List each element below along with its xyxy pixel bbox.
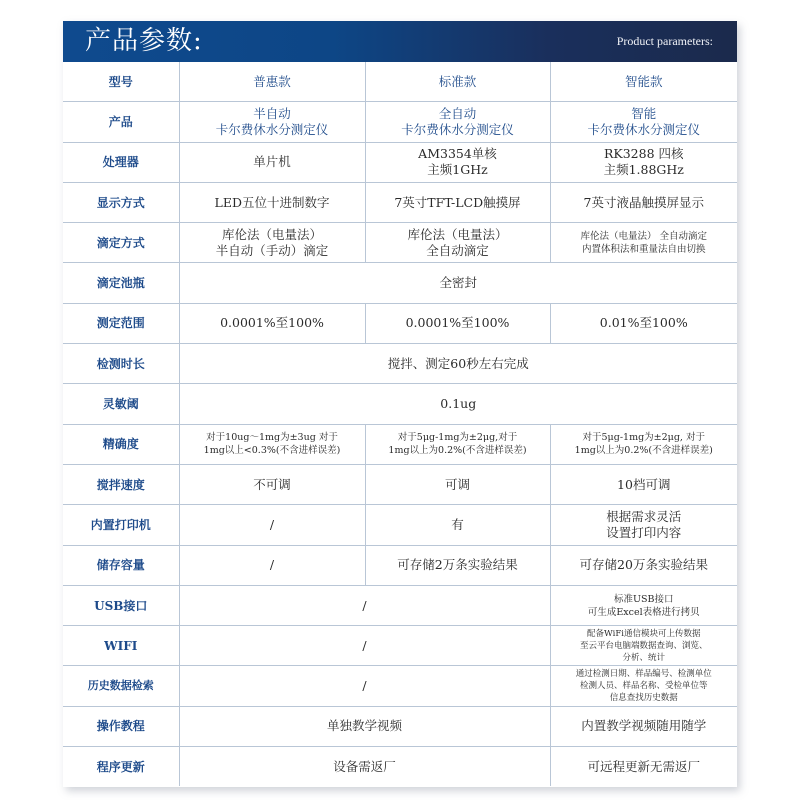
table-header-row xyxy=(63,62,737,102)
table-cell: 有 xyxy=(365,505,550,545)
table-cell: 标准USB接口 可生成Excel表格进行拷贝 xyxy=(550,585,737,625)
table-row xyxy=(63,182,737,222)
table-row xyxy=(63,747,737,787)
table-cell: 半自动 卡尔费休水分测定仪 xyxy=(179,102,365,142)
table-cell: / xyxy=(179,505,365,545)
table-cell: RK3288 四核 主频1.88GHz xyxy=(550,142,737,182)
table-cell: 7英寸液晶触摸屏显示 xyxy=(550,182,737,222)
row-label: 滴定池瓶 xyxy=(63,263,179,303)
page-title: 产品参数: xyxy=(85,26,203,56)
table-cell: 0.01%至100% xyxy=(550,303,737,343)
table-cell: 可存储2万条实验结果 xyxy=(365,545,550,585)
table-cell: 不可调 xyxy=(179,464,365,504)
table-cell-merged: / xyxy=(179,585,550,625)
table-row xyxy=(63,263,737,303)
table-cell: 0.0001%至100% xyxy=(179,303,365,343)
row-label: 灵敏阈 xyxy=(63,384,179,424)
table-cell: 可远程更新无需返厂 xyxy=(550,747,737,787)
table-cell-merged: 设备需返厂 xyxy=(179,747,550,787)
row-label: 操作教程 xyxy=(63,706,179,746)
row-label: 显示方式 xyxy=(63,182,179,222)
row-label: 程序更新 xyxy=(63,747,179,787)
table-cell: 单片机 xyxy=(179,142,365,182)
product-parameters-card xyxy=(63,21,737,787)
table-cell: 对于5μg-1mg为±2μg,对于 1mg以上为0.2%(不含进样误差) xyxy=(365,424,550,464)
row-label-model: 型号 xyxy=(108,74,133,89)
table-cell-merged: / xyxy=(179,626,550,666)
row-label: 搅拌速度 xyxy=(63,464,179,504)
table-cell: 全自动 卡尔费休水分测定仪 xyxy=(365,102,550,142)
table-cell-merged: 全密封 xyxy=(179,263,737,303)
table-row xyxy=(63,344,737,384)
table-row xyxy=(63,706,737,746)
table-row xyxy=(63,505,737,545)
row-label: 精确度 xyxy=(63,424,179,464)
table-cell: 0.0001%至100% xyxy=(365,303,550,343)
table-cell: 智能 卡尔费休水分测定仪 xyxy=(550,102,737,142)
row-label: 历史数据检索 xyxy=(63,666,179,706)
row-label: 内置打印机 xyxy=(63,505,179,545)
title-banner xyxy=(63,21,737,62)
column-header-basic: 普惠款 xyxy=(179,62,365,102)
table-cell: 库伦法（电量法） 全自动滴定 xyxy=(365,223,550,263)
table-row xyxy=(63,102,737,142)
spec-table xyxy=(63,62,737,786)
table-cell: 根据需求灵活 设置打印内容 xyxy=(550,505,737,545)
row-label: 处理器 xyxy=(63,142,179,182)
table-cell: 配备WiFi通信模块可上传数据 至云平台电脑端数据查询、浏览、 分析、统计 xyxy=(550,626,737,666)
table-row xyxy=(63,424,737,464)
row-label: USB接口 xyxy=(63,585,179,625)
table-cell: 10档可调 xyxy=(550,464,737,504)
table-row xyxy=(63,142,737,182)
row-label: 测定范围 xyxy=(63,303,179,343)
table-row xyxy=(63,384,737,424)
table-cell-merged: 搅拌、测定60秒左右完成 xyxy=(179,344,737,384)
row-label: 储存容量 xyxy=(63,545,179,585)
table-cell: 对于5μg-1mg为±2μg, 对于 1mg以上为0.2%(不含进样误差) xyxy=(550,424,737,464)
table-row xyxy=(63,223,737,263)
page-subtitle: Product parameters: xyxy=(616,34,713,48)
table-cell-merged: / xyxy=(179,666,550,706)
table-cell: / xyxy=(179,545,365,585)
table-row xyxy=(63,545,737,585)
table-cell-merged: 0.1ug xyxy=(179,384,737,424)
table-cell: 内置教学视频随用随学 xyxy=(550,706,737,746)
row-label: 产品 xyxy=(63,102,179,142)
table-cell: 通过检测日期、样品编号、检测单位 检测人员、样品名称、受检单位等 信息查找历史数据 xyxy=(550,666,737,706)
table-row xyxy=(63,464,737,504)
table-row xyxy=(63,666,737,706)
table-cell: 可调 xyxy=(365,464,550,504)
column-header-smart: 智能款 xyxy=(550,62,737,102)
row-label: 检测时长 xyxy=(63,344,179,384)
table-cell-merged: 单独教学视频 xyxy=(179,706,550,746)
table-cell: 对于10ug～1mg为±3ug 对于 1mg以上<0.3%(不含进样误差) xyxy=(179,424,365,464)
table-cell: AM3354单核 主频1GHz xyxy=(365,142,550,182)
table-row xyxy=(63,626,737,666)
table-row xyxy=(63,585,737,625)
table-cell: LED五位十进制数字 xyxy=(179,182,365,222)
table-cell: 库伦法（电量法） 全自动滴定 内置体积法和重量法自由切换 xyxy=(550,223,737,263)
row-label: 滴定方式 xyxy=(63,223,179,263)
table-cell: 可存储20万条实验结果 xyxy=(550,545,737,585)
table-cell: 库伦法（电量法） 半自动（手动）滴定 xyxy=(179,223,365,263)
column-header-standard: 标准款 xyxy=(365,62,550,102)
table-row xyxy=(63,303,737,343)
table-cell: 7英寸TFT-LCD触摸屏 xyxy=(365,182,550,222)
row-label: WIFI xyxy=(63,626,179,666)
